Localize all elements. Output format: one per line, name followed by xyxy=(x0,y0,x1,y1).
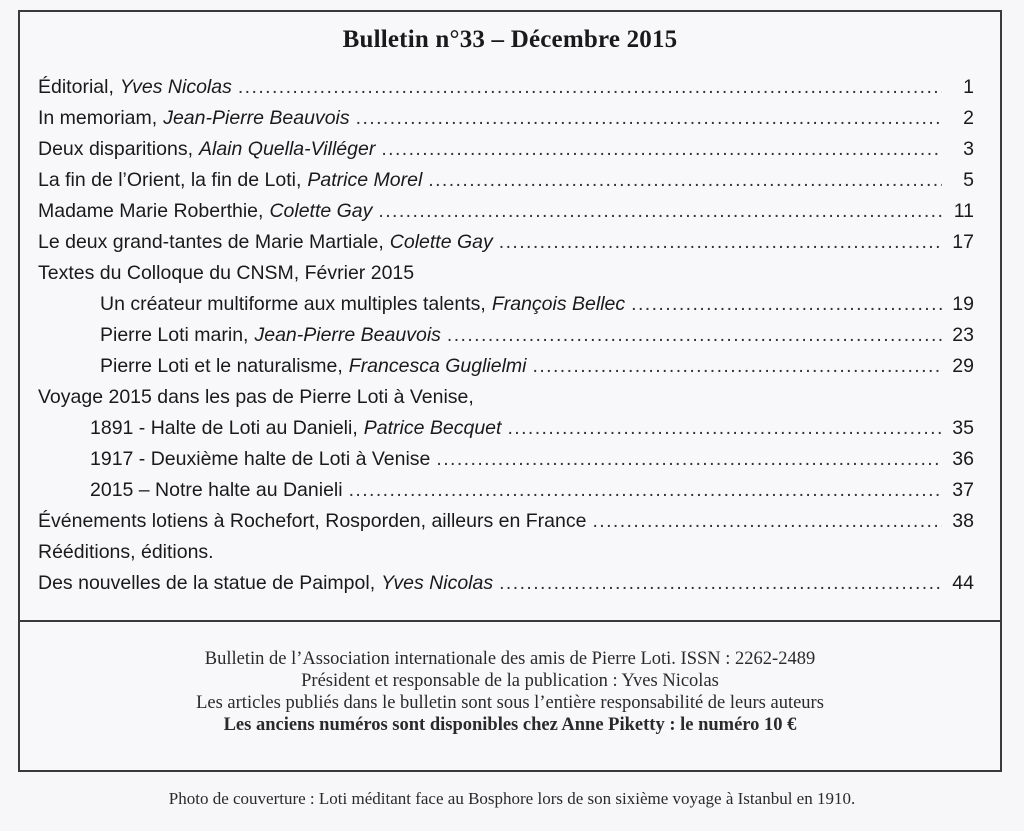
bulletin-title: Bulletin n°33 – Décembre 2015 xyxy=(342,26,678,53)
dot-leader xyxy=(436,448,942,471)
bulletin-frame xyxy=(18,10,1002,772)
toc-entry-statue-paimpol xyxy=(38,572,974,600)
toc-entry-grand-tantes xyxy=(38,231,974,259)
toc-entry-title: Éditorial, xyxy=(38,76,114,98)
toc-entry-page: 1 xyxy=(963,76,974,98)
dot-leader xyxy=(356,107,942,130)
president-line: Président et responsable de la publication : Yves Nicolas xyxy=(301,671,719,691)
toc-entry-author: Francesca Guglielmi xyxy=(348,355,527,377)
toc-entry-title: La fin de l’Orient, la fin de Loti, xyxy=(38,169,302,191)
dot-leader xyxy=(592,510,942,533)
toc-entry-page: 11 xyxy=(953,200,974,222)
toc-section-title: Textes du Colloque du CNSM, Février 2015 xyxy=(38,262,415,284)
toc-entry-page: 17 xyxy=(952,231,974,253)
toc-entry-author: Patrice Morel xyxy=(307,169,423,191)
responsibility-line: Les articles publiés dans le bulletin sont sous l’entière responsabilité de leurs auteurs xyxy=(196,693,824,713)
toc-entry-title: Événements lotiens à Rochefort, Rosporden, ailleurs en France xyxy=(38,510,587,532)
toc-entry-fin-orient xyxy=(38,169,974,197)
toc-entry-title: In memoriam, xyxy=(38,107,158,129)
dot-leader xyxy=(499,231,942,254)
dot-leader xyxy=(499,572,942,595)
section-divider xyxy=(20,620,1000,622)
toc-entry-page: 19 xyxy=(952,293,974,315)
toc-section-colloque xyxy=(38,262,974,290)
toc-entry-title: Deux disparitions, xyxy=(38,138,193,160)
dot-leader xyxy=(631,293,942,316)
dot-leader xyxy=(428,169,942,192)
toc-entry-evenements xyxy=(38,510,974,538)
toc-entry-title: Madame Marie Roberthie, xyxy=(38,200,264,222)
toc-entry-author: Colette Gay xyxy=(269,200,373,222)
toc-entry-title: Rééditions, éditions. xyxy=(38,541,214,563)
dot-leader xyxy=(238,76,942,99)
toc-entry-editorial xyxy=(38,76,974,104)
toc-entry-reeditions xyxy=(38,541,974,569)
toc-entry-author: François Bellec xyxy=(491,293,626,315)
toc-entry-halte-1917 xyxy=(90,448,974,476)
toc-entry-naturalisme xyxy=(100,355,974,383)
toc-entry-author: Patrice Becquet xyxy=(363,417,502,439)
toc-entry-title: 2015 – Notre halte au Danieli xyxy=(90,479,343,501)
toc-entry-page: 23 xyxy=(952,324,974,346)
toc-entry-page: 35 xyxy=(952,417,974,439)
toc-entry-createur-multiforme xyxy=(100,293,974,321)
toc-entry-halte-2015 xyxy=(90,479,974,507)
toc-entry-page: 36 xyxy=(952,448,974,470)
toc-entry-loti-marin xyxy=(100,324,974,352)
dot-leader xyxy=(349,479,942,502)
toc-section-voyage-venise xyxy=(38,386,974,414)
toc-entry-page: 37 xyxy=(952,479,974,501)
toc-entry-title: Des nouvelles de la statue de Paimpol, xyxy=(38,572,376,594)
toc-entry-author: Yves Nicolas xyxy=(381,572,494,594)
toc-entry-author: Yves Nicolas xyxy=(119,76,232,98)
toc-entry-page: 5 xyxy=(963,169,974,191)
toc-entry-page: 3 xyxy=(963,138,974,160)
toc-entry-halte-1891 xyxy=(90,417,974,445)
dot-leader xyxy=(507,417,942,440)
toc-entry-author: Alain Quella-Villéger xyxy=(199,138,376,160)
toc-entry-page: 29 xyxy=(952,355,974,377)
toc-entry-page: 38 xyxy=(952,510,974,532)
toc-entry-title: Un créateur multiforme aux multiples talents, xyxy=(100,293,486,315)
toc-entry-in-memoriam xyxy=(38,107,974,135)
publication-info xyxy=(20,648,1000,736)
toc-section-title: Voyage 2015 dans les pas de Pierre Loti à Venise, xyxy=(38,386,474,408)
toc-entry-title: 1917 - Deuxième halte de Loti à Venise xyxy=(90,448,431,470)
toc-entry-title: Pierre Loti et le naturalisme, xyxy=(100,355,343,377)
cover-photo-caption: Photo de couverture : Loti méditant face au Bosphore lors de son sixième voyage à Istanbul en 1910. xyxy=(168,789,856,808)
toc-entry-author: Colette Gay xyxy=(389,231,493,253)
toc-entry-author: Jean-Pierre Beauvois xyxy=(163,107,350,129)
dot-leader xyxy=(447,324,942,347)
back-issues-line: Les anciens numéros sont disponibles chez Anne Piketty : le numéro 10 € xyxy=(223,715,797,735)
toc-entry-author: Jean-Pierre Beauvois xyxy=(254,324,441,346)
toc-entry-title: Le deux grand-tantes de Marie Martiale, xyxy=(38,231,384,253)
toc-entry-title: Pierre Loti marin, xyxy=(100,324,249,346)
toc-entry-marie-roberthie xyxy=(38,200,974,228)
toc-entry-deux-disparitions xyxy=(38,138,974,166)
toc-entry-title: 1891 - Halte de Loti au Danieli, xyxy=(90,417,358,439)
toc-entry-page: 2 xyxy=(963,107,974,129)
dot-leader xyxy=(533,355,942,378)
dot-leader xyxy=(378,200,942,223)
toc-entry-page: 44 xyxy=(952,572,974,594)
association-issn-line: Bulletin de l’Association internationale des amis de Pierre Loti. ISSN : 2262-2489 xyxy=(204,649,816,669)
dot-leader xyxy=(381,138,942,161)
